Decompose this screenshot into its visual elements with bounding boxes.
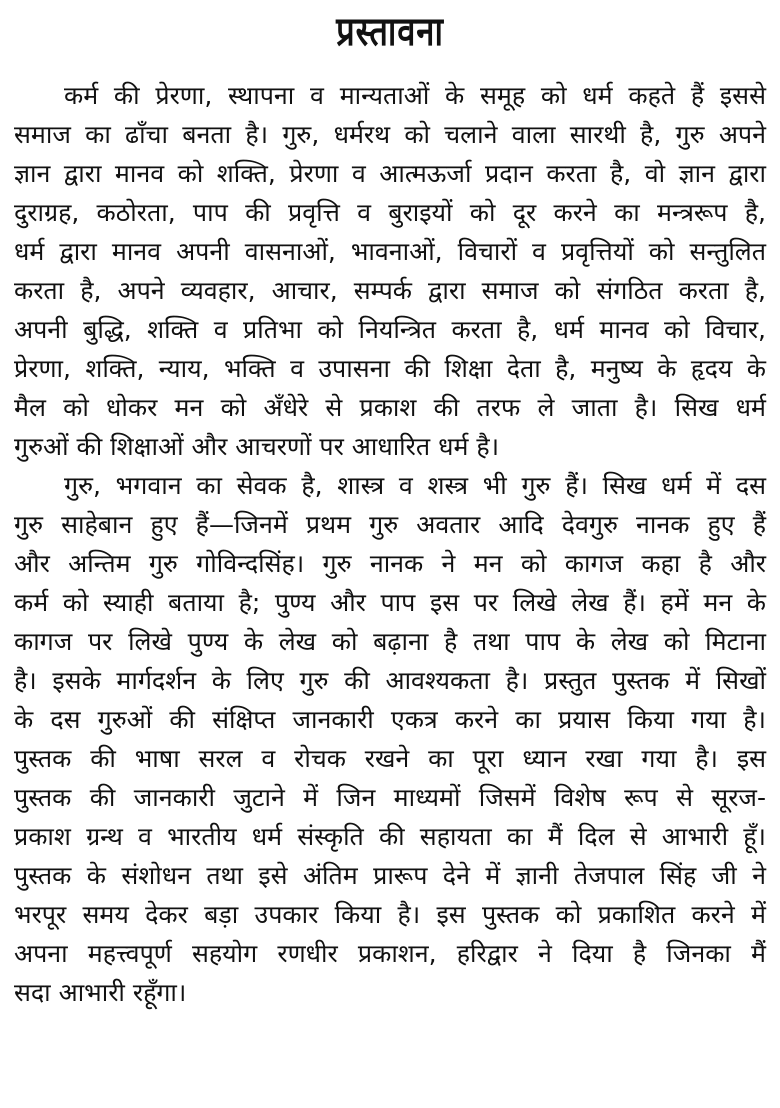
text-line: प्रकाश ग्रन्थ व भारतीय धर्म संस्कृति की सहायता का मैं दिल से आभारी हूँ। bbox=[14, 822, 766, 851]
text-line: कागज पर लिखे पुण्य के लेख को बढ़ाना है तथा पाप के लेख को मिटाना bbox=[14, 627, 766, 656]
text-line: मैल को धोकर मन को अँधेरे से प्रकाश की तरफ ले जाता है। सिख धर्म bbox=[14, 393, 766, 422]
text-line: के दस गुरुओं की संक्षिप्त जानकारी एकत्र करने का प्रयास किया गया है। bbox=[14, 705, 766, 734]
text-line: कर्म को स्याही बताया है; पुण्य और पाप इस पर लिखे लेख हैं। हमें मन के bbox=[14, 588, 766, 617]
text-line: और अन्तिम गुरु गोविन्दसिंह। गुरु नानक ने मन को कागज कहा है और bbox=[14, 549, 766, 578]
text-line: अपनी बुद्धि, शक्ति व प्रतिभा को नियन्त्रित करता है, धर्म मानव को विचार, bbox=[14, 315, 766, 344]
text-line: है। इसके मार्गदर्शन के लिए गुरु की आवश्यकता है। प्रस्तुत पुस्तक में सिखों bbox=[14, 666, 766, 695]
text-line: पुस्तक की जानकारी जुटाने में जिन माध्यमों जिसमें विशेष रूप से सूरज- bbox=[14, 783, 766, 812]
text-line: प्रेरणा, शक्ति, न्याय, भक्ति व उपासना की शिक्षा देता है, मनुष्य के हृदय के bbox=[14, 354, 766, 383]
text-line: अपना महत्त्वपूर्ण सहयोग रणधीर प्रकाशन, हरिद्वार ने दिया है जिनका मैं bbox=[14, 939, 766, 968]
page-title: प्रस्तावना bbox=[336, 9, 444, 55]
text-line: गुरु, भगवान का सेवक है, शास्त्र व शस्त्र भी गुरु हैं। सिख धर्म में दस bbox=[64, 471, 766, 500]
text-line: दुराग्रह, कठोरता, पाप की प्रवृत्ति व बुराइयों को दूर करने का मन्त्ररूप है, bbox=[14, 198, 766, 227]
text-line: सदा आभारी रहूँगा। bbox=[14, 978, 187, 1007]
text-line: समाज का ढाँचा बनता है। गुरु, धर्मरथ को चलाने वाला सारथी है, गुरु अपने bbox=[14, 120, 766, 149]
text-line: कर्म की प्रेरणा, स्थापना व मान्यताओं के समूह को धर्म कहते हैं इससे bbox=[64, 81, 766, 110]
text-line: ज्ञान द्वारा मानव को शक्ति, प्रेरणा व आत्मऊर्जा प्रदान करता है, वो ज्ञान द्वारा bbox=[14, 159, 766, 188]
text-line: पुस्तक के संशोधन तथा इसे अंतिम प्रारूप देने में ज्ञानी तेजपाल सिंह जी ने bbox=[14, 861, 766, 890]
text-line: करता है, अपने व्यवहार, आचार, सम्पर्क द्वारा समाज को संगठित करता है, bbox=[14, 276, 766, 305]
text-line: धर्म द्वारा मानव अपनी वासनाओं, भावनाओं, विचारों व प्रवृत्तियों को सन्तुलित bbox=[14, 237, 766, 266]
text-line: गुरु साहेबान हुए हैं—जिनमें प्रथम गुरु अवतार आदि देवगुरु नानक हुए हैं bbox=[14, 510, 766, 539]
text-line: गुरुओं की शिक्षाओं और आचरणों पर आधारित धर्म है। bbox=[14, 432, 500, 461]
text-line: पुस्तक की भाषा सरल व रोचक रखने का पूरा ध्यान रखा गया है। इस bbox=[14, 744, 766, 773]
text-line: भरपूर समय देकर बड़ा उपकार किया है। इस पुस्तक को प्रकाशित करने में bbox=[14, 900, 766, 929]
